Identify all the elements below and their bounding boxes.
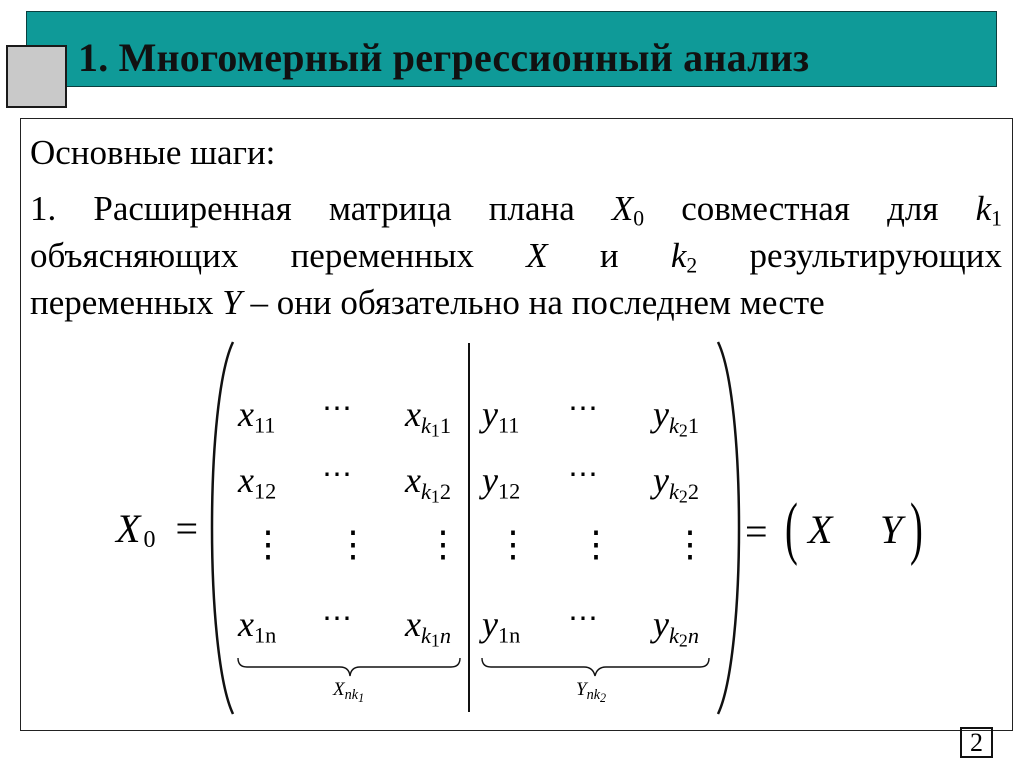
underbrace-label-y: $Y_{nk_2}$ bbox=[576, 679, 607, 705]
rhs-equals: = bbox=[745, 509, 768, 554]
symbol-y: Y bbox=[222, 283, 242, 322]
word: для bbox=[887, 189, 939, 228]
cell-x11: $x_{11}$ bbox=[238, 394, 276, 438]
cell-yk22: $y_{k_22}$ bbox=[653, 460, 699, 507]
word: результирующих bbox=[749, 236, 1002, 275]
cdots: ⋯ bbox=[568, 457, 598, 492]
vdots: ⋮ bbox=[425, 524, 461, 565]
cdots: ⋯ bbox=[322, 457, 352, 492]
word: совместная bbox=[681, 189, 850, 228]
word: переменных bbox=[30, 283, 214, 322]
cell-xk12: $x_{k_12}$ bbox=[405, 460, 451, 507]
cell-x1n: $x_{1n}$ bbox=[238, 604, 277, 648]
formula-lhs: X $_0$ = bbox=[116, 506, 198, 553]
cell-yk2n: $y_{k_2n}$ bbox=[653, 604, 699, 651]
cell-x12: $x_{12}$ bbox=[238, 460, 277, 504]
rhs-x: X bbox=[808, 507, 833, 552]
cdots: ⋯ bbox=[322, 601, 352, 636]
symbol-k1: $k_1$ bbox=[975, 189, 1002, 231]
matrix-right-paren bbox=[718, 342, 739, 714]
word: объясняющих bbox=[30, 236, 239, 275]
matrix-left-paren bbox=[212, 342, 233, 714]
cell-y11: $y_{11}$ bbox=[482, 394, 520, 438]
vdots: ⋮ bbox=[578, 524, 614, 565]
slide-title: 1. Многомерный регрессионный анализ bbox=[78, 35, 810, 80]
underbrace-label-x: $X_{nk_1}$ bbox=[333, 679, 365, 705]
rhs-y: Y bbox=[880, 507, 903, 552]
word: плана bbox=[488, 189, 575, 228]
underbrace-x bbox=[238, 658, 460, 676]
cell-yk21: $y_{k_21}$ bbox=[653, 394, 699, 441]
step-number: 1. bbox=[30, 189, 57, 228]
word: и bbox=[599, 236, 619, 275]
symbol-x0: $X_0$ bbox=[611, 189, 645, 231]
subtitle: Основные шаги: bbox=[30, 133, 276, 172]
page-number: 2 bbox=[960, 727, 993, 758]
cell-xk1n: $x_{k_1n}$ bbox=[405, 604, 451, 651]
vdots: ⋮ bbox=[672, 524, 708, 565]
underbrace-y bbox=[482, 658, 709, 676]
cell-xk11: $x_{k_11}$ bbox=[405, 394, 451, 441]
cell-y1n: $y_{1n}$ bbox=[482, 604, 521, 648]
vdots: ⋮ bbox=[495, 524, 531, 565]
cdots: ⋯ bbox=[568, 391, 598, 426]
symbol-x: X bbox=[526, 236, 548, 275]
cdots: ⋯ bbox=[568, 601, 598, 636]
cdots: ⋯ bbox=[322, 391, 352, 426]
word: Расширенная bbox=[93, 189, 292, 228]
rhs-left-paren: ( bbox=[785, 490, 798, 567]
word: матрица bbox=[328, 189, 452, 228]
vdots: ⋮ bbox=[335, 524, 371, 565]
vdots: ⋮ bbox=[250, 524, 286, 565]
word: переменных bbox=[290, 236, 475, 275]
cell-y12: $y_{12}$ bbox=[482, 460, 521, 504]
symbol-k2: $k_2$ bbox=[670, 236, 698, 278]
phrase: – они обязательно на последнем месте bbox=[250, 283, 825, 322]
rhs-right-paren: ) bbox=[910, 490, 923, 567]
